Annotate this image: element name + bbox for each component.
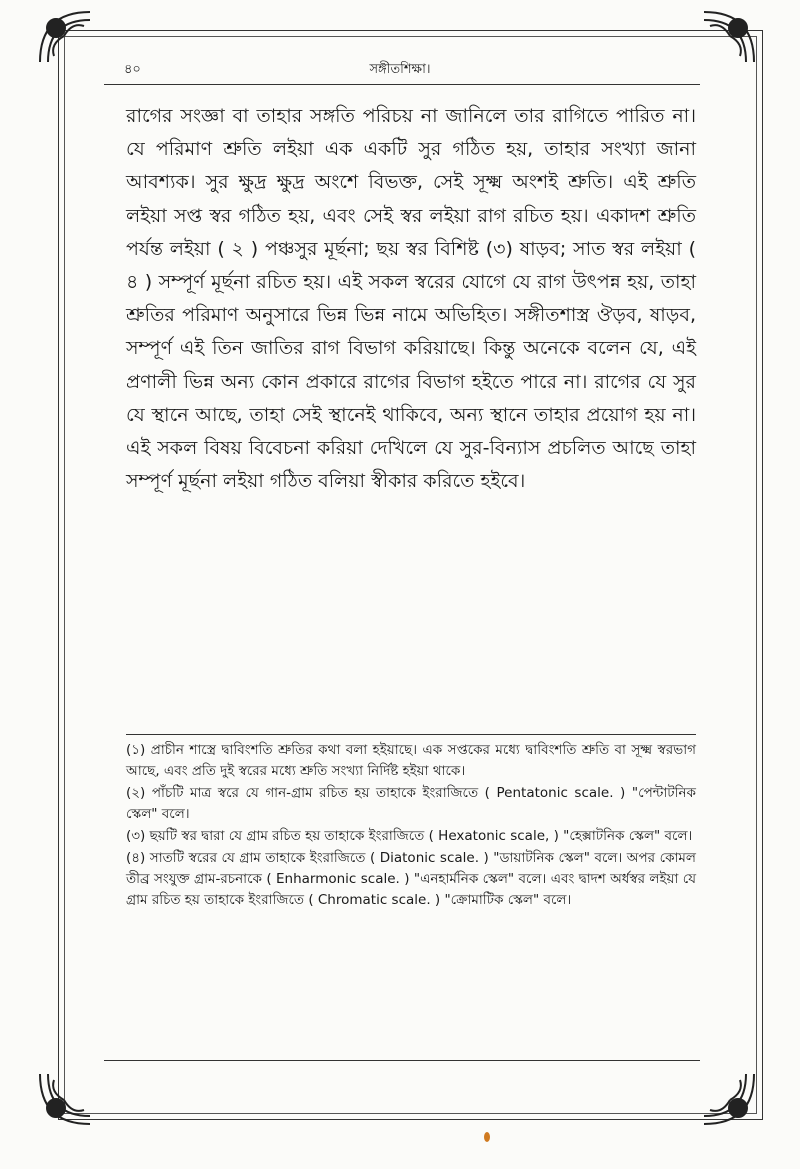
footnote-divider — [126, 734, 696, 735]
body-paragraph: রাগের সংজ্ঞা বা তাহার সঙ্গতি পরিচয় না জানিলে তার রাগিতে পারিত না। যে পরিমাণ শ্রুতি লইয়া এক একটি সুর গঠিত হয়, তাহার সংখ্যা জানা আবশ্যক। সুর ক্ষুদ্র ক্ষুদ্র অংশে বিভক্ত, সেই সূক্ষ্ম অংশই শ্রুতি। এই শ্রুতি লইয়া সপ্ত স্বর গঠিত হয়, এবং সেই স্বর লইয়া রাগ রচিত হয়। একাদশ শ্রুতি পর্যন্ত লইয়া ( ২ ) পঞ্চসুর মূর্ছনা; ছয় স্বর বিশিষ্ট (৩) ষাড়ব; সাত স্বর লইয়া ( ৪ ) সম্পূর্ণ মূর্ছনা রচিত হয়। এই সকল স্বরের যোগে যে রাগ উৎপন্ন হয়, তাহা শ্রুতির পরিমাণ অনুসারে ভিন্ন ভিন্ন নামে অভিহিত। সঙ্গীতশাস্ত্র ঔড়ব, ষাড়ব, সম্পূর্ণ এই তিন জাতির রাগ বিভাগ করিয়াছে। কিন্তু অনেকে বলেন যে, এই প্রণালী ভিন্ন অন্য কোন প্রকারে রাগের বিভাগ হইতে পারে না। রাগের যে সুর যে স্থানে আছে, তাহা সেই স্থানেই থাকিবে, অন্য স্থানে তাহার প্রয়োগ হয় না। এই সকল বিষয় বিবেচনা করিয়া দেখিলে যে সুর-বিন্যাস প্রচলিত আছে তাহা সম্পূর্ণ মূর্ছনা লইয়া গঠিত বলিয়া স্বীকার করিতে হইবে। — [126, 105, 696, 493]
corner-ornament-icon — [34, 1068, 96, 1130]
corner-ornament-icon — [698, 1068, 760, 1130]
corner-ornament-icon — [34, 6, 96, 68]
ink-spot — [484, 1132, 490, 1142]
footnote: (১) প্রাচীন শাস্ত্রে দ্বাবিংশতি শ্রুতির কথা বলা হইয়াছে। এক সপ্তকের মধ্যে দ্বাবিংশতি শ্রুতি বা সূক্ষ্ম স্বরভাগ আছে, এবং প্রতি দুই স্বরের মধ্যে শ্রুতি সংখ্যা নির্দিষ্ট হইয়া থাকে। — [126, 742, 696, 779]
footer-divider — [104, 1060, 700, 1061]
page-number: ৪০ — [124, 62, 141, 77]
header-divider — [104, 84, 700, 85]
footnote: (২) পাঁচটি মাত্র স্বরে যে গান-গ্রাম রচিত হয় তাহাকে ইংরাজিতে ( Pentatonic scale. ) "পেন্টাটনিক স্কেল" বলে। — [126, 785, 696, 822]
footnote: (৪) সাতটি স্বরের যে গ্রাম তাহাকে ইংরাজিতে ( Diatonic scale. ) "ডায়াটনিক স্কেল" বলে। অপর কোমল তীব্র সংযুক্ত গ্রাম-রচনাকে ( Enharmonic scale. ) "এনহার্মনিক স্কেল" বলে। এবং দ্বাদশ অর্ধস্বর লইয়া যে গ্রাম রচিত হয় তাহাকে ইংরাজিতে ( Chromatic scale. ) "ক্রোমাটিক স্কেল" বলে। — [126, 850, 696, 908]
running-title: সঙ্গীতশিক্ষা। — [369, 62, 431, 77]
corner-ornament-icon — [698, 6, 760, 68]
footnotes — [126, 740, 696, 912]
footnote: (৩) ছয়টি স্বর দ্বারা যে গ্রাম রচিত হয় তাহাকে ইংরাজিতে ( Hexatonic scale, ) "হেক্সাটনিক স্কেল" বলে। — [126, 828, 693, 844]
